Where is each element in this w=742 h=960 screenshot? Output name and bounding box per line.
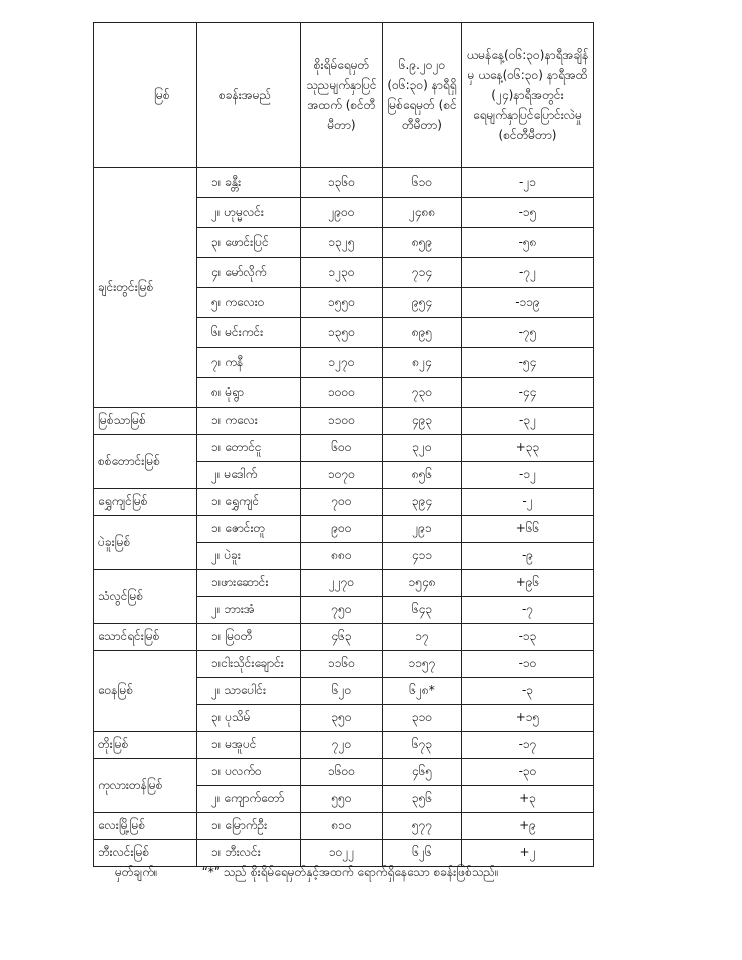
station-name-cell: ၁။ငါးသိုင်းချောင်း [197, 651, 301, 678]
level-change-cell: -၁၁၉ [462, 288, 594, 318]
station-name-cell: ၁။ မအူပင် [197, 732, 301, 759]
header-river: မြစ် [94, 23, 197, 168]
table-row [94, 489, 594, 516]
table-row [94, 570, 594, 597]
level-change-cell: -၁၀ [462, 651, 594, 678]
danger-level-cell: ၁၂၇၀ [301, 348, 383, 378]
station-name-cell: ၁။ ဘီးလင်း [197, 840, 301, 867]
level-change-cell: -၇၂ [462, 258, 594, 288]
table-row [94, 408, 594, 435]
station-name-cell: ၁။ ရွှေကျင် [197, 489, 301, 516]
station-name-cell: ၁။ မြောက်ဦး [197, 813, 301, 840]
danger-level-cell: ၆၀၀ [301, 435, 383, 462]
danger-level-cell: ၁၂၃၀ [301, 258, 383, 288]
table-body [94, 168, 594, 867]
danger-level-cell: ၈၈၀ [301, 543, 383, 570]
river-name-cell: ရွှေကျင်မြစ် [94, 489, 197, 516]
water-level-cell: ၄၁၁ [383, 543, 462, 570]
level-change-cell: -၇ [462, 597, 594, 624]
water-level-cell: ၂၉၁ [383, 516, 462, 543]
danger-level-cell: ၁၀၀၀ [301, 378, 383, 408]
level-change-cell: -၂ [462, 489, 594, 516]
danger-level-cell: ၃၅၀ [301, 705, 383, 732]
level-change-cell: -၂၁ [462, 168, 594, 198]
danger-level-cell: ၁၅၅၀ [301, 288, 383, 318]
water-level-cell: ၄၆၅ [383, 759, 462, 786]
table-row [94, 813, 594, 840]
header-danger-level: စိုးရိမ်ရေမှတ် သုညမျက်နှာပြင် အထက် (စင်တီမီတာ) [301, 23, 383, 168]
table-row [94, 435, 594, 462]
table-row [94, 840, 594, 867]
level-change-cell: -၉ [462, 543, 594, 570]
water-level-cell: ၂၄၈၈ [383, 198, 462, 228]
danger-level-cell: ၇၅၀ [301, 597, 383, 624]
level-change-cell: -၁၂ [462, 462, 594, 489]
level-change-cell: -၁၇ [462, 732, 594, 759]
danger-level-cell: ၁၃၂၅ [301, 228, 383, 258]
level-change-cell: -၁၅ [462, 198, 594, 228]
danger-level-cell: ၉၀၀ [301, 516, 383, 543]
water-level-cell: ၆၂၈* [383, 678, 462, 705]
water-level-cell: ၁၁၅၇ [383, 651, 462, 678]
level-change-cell: -၅၄ [462, 348, 594, 378]
station-name-cell: ၂။ သာပေါင်း [197, 678, 301, 705]
level-change-cell: +၁၅ [462, 705, 594, 732]
level-change-cell: -၃၀ [462, 759, 594, 786]
danger-level-cell: ၇၀၀ [301, 489, 383, 516]
station-name-cell: ၁။ တောင်ငူ [197, 435, 301, 462]
river-name-cell: သံလွင်မြစ် [94, 570, 197, 624]
station-name-cell: ၂။ ပဲခူး [197, 543, 301, 570]
water-level-cell: ၃၅၆ [383, 786, 462, 813]
danger-level-cell: ၁၃၅၀ [301, 318, 383, 348]
level-change-cell: -၃၂ [462, 408, 594, 435]
water-level-cell: ၉၅၄ [383, 288, 462, 318]
station-name-cell: ၁။ဖားဆောင်း [197, 570, 301, 597]
footnote-label: မှတ်ချက်။ [115, 865, 158, 879]
table-row [94, 516, 594, 543]
water-level-cell: ၆၇၃ [383, 732, 462, 759]
water-level-cell: ၁၇ [383, 624, 462, 651]
water-level-cell: ၇၁၄ [383, 258, 462, 288]
danger-level-cell: ၆၂၀ [301, 678, 383, 705]
water-level-cell: ၇၃၀ [383, 378, 462, 408]
table-row [94, 651, 594, 678]
water-level-cell: ၆၁၀ [383, 168, 462, 198]
water-level-cell: ၈၅၆ [383, 462, 462, 489]
header-24h-change: ယမန်နေ့(၀၆:၃၀)နာရီအချိန်မှ ယနေ့(၀၆:၃၀) နာရီအထိ (၂၄)နာရီအတွင်း ရေမျက်နှာပြင်ပြောင်းလဲမှု (စင်တီမီတာ) [462, 23, 594, 168]
station-name-cell: ၈။ မုံရွာ [197, 378, 301, 408]
danger-level-cell: ၁၀၂၂ [301, 840, 383, 867]
water-level-cell: ၅၇၇ [383, 813, 462, 840]
level-change-cell: -၁၃ [462, 624, 594, 651]
header-row [94, 23, 594, 168]
danger-level-cell: ၅၅၀ [301, 786, 383, 813]
river-name-cell: ချင်းတွင်းမြစ် [94, 168, 197, 408]
water-level-cell: ၃၁၀ [383, 705, 462, 732]
danger-level-cell: ၂၂၇၀ [301, 570, 383, 597]
station-name-cell: ၁။ မြဝတီ [197, 624, 301, 651]
water-level-cell: ၆၂၆ [383, 840, 462, 867]
station-name-cell: ၅။ ကလေးဝ [197, 288, 301, 318]
river-name-cell: လေးမြို့မြစ် [94, 813, 197, 840]
river-level-table [93, 22, 594, 867]
level-change-cell: +၃၃ [462, 435, 594, 462]
danger-level-cell: ၁၁၆၀ [301, 651, 383, 678]
water-level-cell: ၈၅၉ [383, 228, 462, 258]
station-name-cell: ၁။ ဇောင်းတူ [197, 516, 301, 543]
river-name-cell: ပဲခူးမြစ် [94, 516, 197, 570]
header-water-level: ၆.၉.၂၀၂၀ (၀၆:၃၀) နာရီရှိ မြစ်ရေမှတ် (စင်တီမီတာ) [383, 23, 462, 168]
station-name-cell: ၃။ ပုသိမ် [197, 705, 301, 732]
station-name-cell: ၁။ ပလက်ဝ [197, 759, 301, 786]
danger-level-cell: ၇၂၀ [301, 732, 383, 759]
table-row [94, 759, 594, 786]
station-name-cell: ၂။ မဒေါက် [197, 462, 301, 489]
water-level-cell: ၁၅၄၈ [383, 570, 462, 597]
station-name-cell: ၁။ ခန္တီး [197, 168, 301, 198]
river-name-cell: ဘီးလင်းမြစ် [94, 840, 197, 867]
station-name-cell: ၇။ ကနီ [197, 348, 301, 378]
river-name-cell: ဝေနမြစ် [94, 651, 197, 732]
danger-level-cell: ၄၆၃ [301, 624, 383, 651]
footnote-text: “*” သည် စိုးရိမ်ရေမှတ်နှင့်အထက် ရောက်ရှိနေသော စခန်းဖြစ်သည်။ [201, 865, 499, 879]
water-level-cell: ၃၉၄ [383, 489, 462, 516]
station-name-cell: ၃။ ဖောင်းပြင် [197, 228, 301, 258]
river-name-cell: တိုးမြစ် [94, 732, 197, 759]
danger-level-cell: ၁၁၀၀ [301, 408, 383, 435]
station-name-cell: ၂။ ကျောက်တော် [197, 786, 301, 813]
danger-level-cell: ၁၀၇၀ [301, 462, 383, 489]
danger-level-cell: ၁၃၆၀ [301, 168, 383, 198]
station-name-cell: ၄။ မော်လိုက် [197, 258, 301, 288]
station-name-cell: ၁။ ကလေး [197, 408, 301, 435]
header-station: စခန်းအမည် [197, 23, 301, 168]
level-change-cell: +၂ [462, 840, 594, 867]
station-name-cell: ၂။ ဟုမ္မလင်း [197, 198, 301, 228]
level-change-cell: +၃ [462, 786, 594, 813]
water-level-cell: ၆၄၃ [383, 597, 462, 624]
level-change-cell: -၄၄ [462, 378, 594, 408]
river-level-report [93, 22, 594, 867]
level-change-cell: -၇၅ [462, 318, 594, 348]
table-row [94, 732, 594, 759]
river-name-cell: မြစ်သာမြစ် [94, 408, 197, 435]
water-level-cell: ၄၉၃ [383, 408, 462, 435]
water-level-cell: ၈၂၄ [383, 348, 462, 378]
river-name-cell: ကုလားတန်မြစ် [94, 759, 197, 813]
level-change-cell: -၅၈ [462, 228, 594, 258]
station-name-cell: ၆။ မင်းကင်း [197, 318, 301, 348]
danger-level-cell: ၁၆၀၀ [301, 759, 383, 786]
water-level-cell: ၃၂၀ [383, 435, 462, 462]
river-name-cell: သောင်ရင်းမြစ် [94, 624, 197, 651]
table-row [94, 168, 594, 198]
level-change-cell: +၉ [462, 813, 594, 840]
danger-level-cell: ၈၁၀ [301, 813, 383, 840]
level-change-cell: +၆၆ [462, 516, 594, 543]
footnote [115, 864, 499, 882]
level-change-cell: +၉၆ [462, 570, 594, 597]
level-change-cell: -၃ [462, 678, 594, 705]
station-name-cell: ၂။ ဘားအံ [197, 597, 301, 624]
river-name-cell: စစ်တောင်းမြစ် [94, 435, 197, 489]
danger-level-cell: ၂၉၀၀ [301, 198, 383, 228]
table-row [94, 624, 594, 651]
water-level-cell: ၈၉၅ [383, 318, 462, 348]
